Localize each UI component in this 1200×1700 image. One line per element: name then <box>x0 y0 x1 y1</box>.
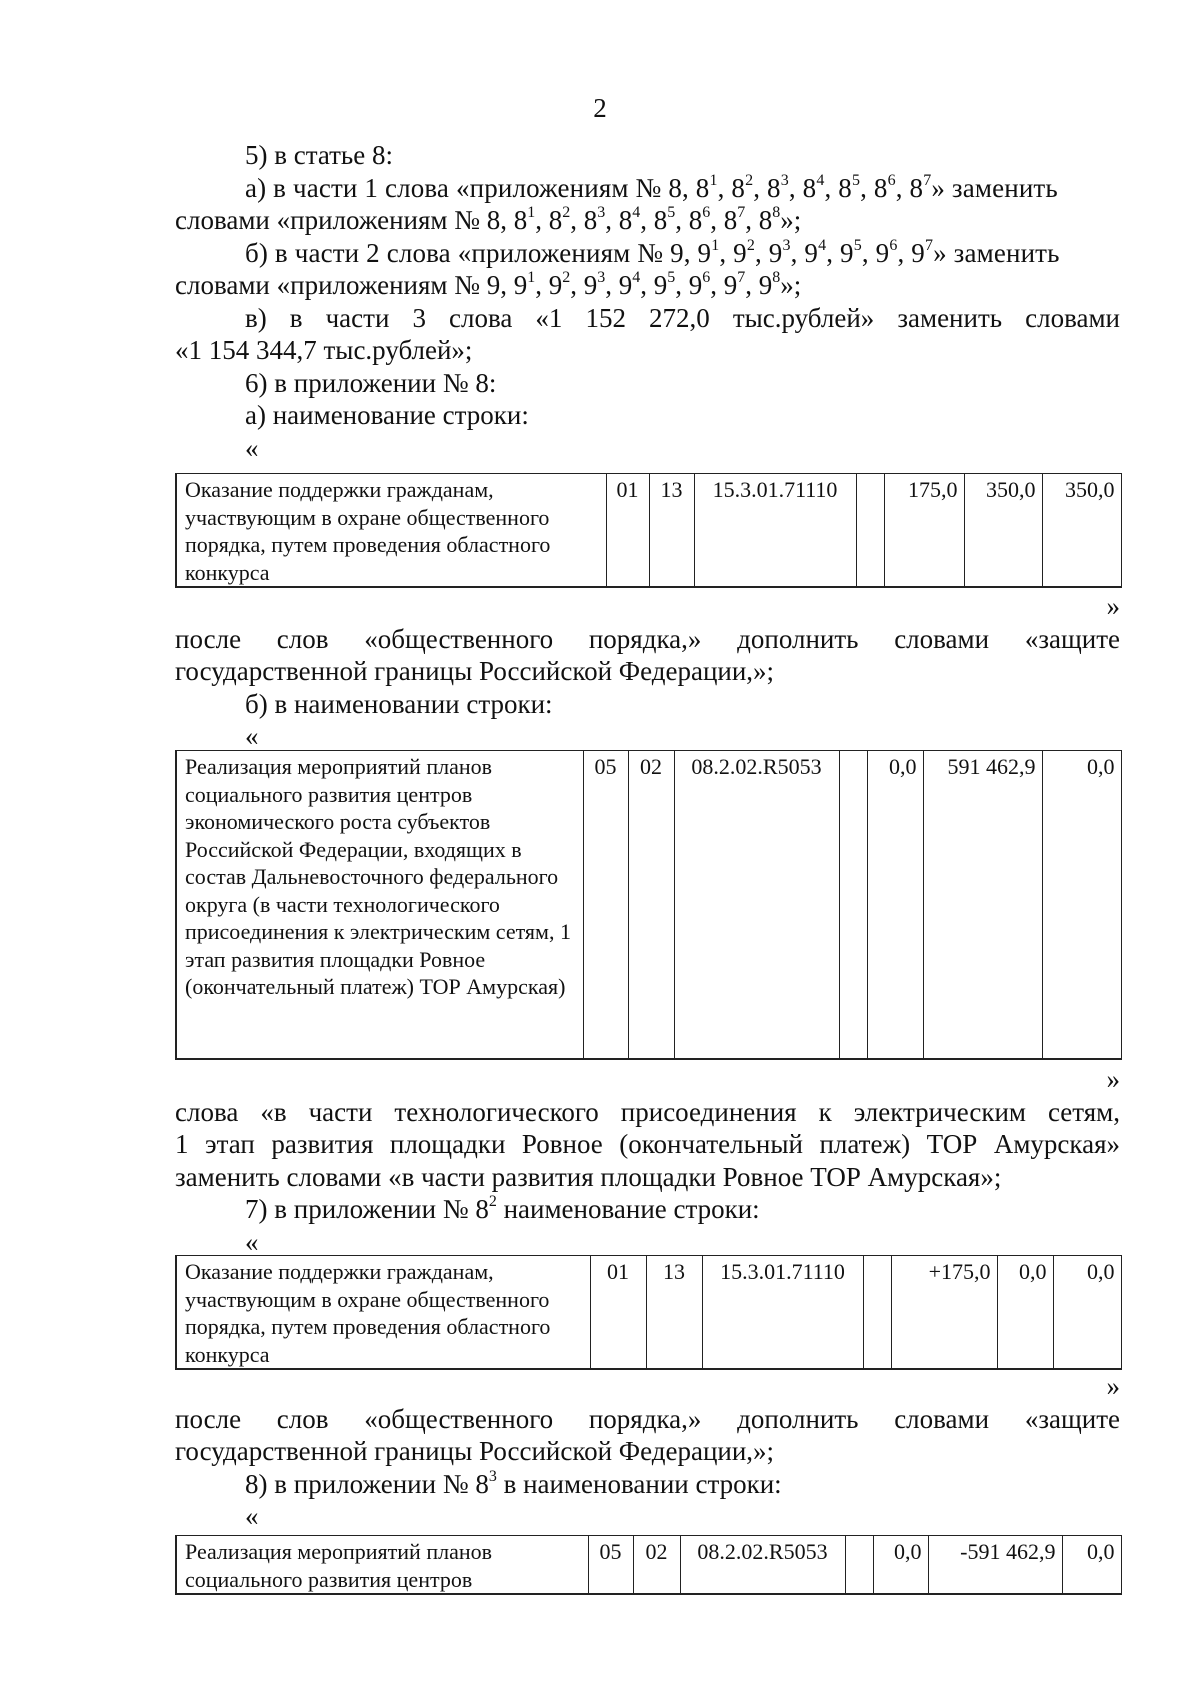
after-table-2 <box>175 1063 1120 1258</box>
table-row <box>176 474 1121 588</box>
cell-value-3: 0,0 <box>1062 1536 1121 1595</box>
cell-target: 15.3.01.71110 <box>694 474 856 588</box>
cell-value-1: 0,0 <box>867 751 923 1059</box>
open-quote: « <box>245 721 259 751</box>
cell-section: 05 <box>588 1536 633 1595</box>
cell-type <box>839 751 867 1059</box>
amend-table-2 <box>175 750 1122 1060</box>
section-5-a-cont: словами «приложениям № 8, $8^1$, $8^2$, $8^3$, $8^4$, $8^5$, $8^6$, $8^7$, $8^8$»; <box>175 204 802 235</box>
open-quote: « <box>245 1501 259 1531</box>
cell-section: 01 <box>590 1256 646 1370</box>
close-quote: » <box>1106 1371 1120 1401</box>
cell-target: 15.3.01.71110 <box>702 1256 863 1370</box>
after-table-2-line3: заменить словами «в части развития площадки Ровное ТОР Амурская»; <box>175 1161 1002 1192</box>
section-6-a-title: а) наименование строки: <box>245 400 529 430</box>
row-name: Реализация мероприятий планов социального развития центров <box>176 1536 588 1595</box>
section-8-title: 8) в приложении № $8^3$ в наименовании строки: <box>245 1467 782 1499</box>
amend-table-1 <box>175 473 1122 588</box>
section-5-title: 5) в статье 8: <box>245 140 393 170</box>
after-table-3 <box>175 1370 1120 1533</box>
cell-type <box>845 1536 873 1595</box>
cell-value-3: 0,0 <box>1053 1256 1121 1370</box>
open-quote: « <box>245 1226 259 1257</box>
cell-value-2: 350,0 <box>964 474 1042 588</box>
cell-subsection: 13 <box>646 1256 702 1370</box>
cell-value-3: 350,0 <box>1042 474 1121 588</box>
row-name: Оказание поддержки гражданам, участвующим в охране общественного порядка, путем проведения областного конкурса <box>176 474 606 588</box>
table-row <box>176 1256 1121 1370</box>
after-table-3-line1: после слов «общественного порядка,» дополнить словами «защите <box>175 1403 1120 1434</box>
after-table-2-line1: слова «в части технологического присоединения к электрическим сетям, <box>175 1096 1120 1127</box>
cell-value-3: 0,0 <box>1042 751 1121 1059</box>
table-row <box>176 1536 1121 1595</box>
amend-table-4 <box>175 1535 1122 1595</box>
section-5 <box>175 139 1120 464</box>
after-table-3-line2: государственной границы Российской Федерации,»; <box>175 1436 775 1466</box>
cell-value-2: 591 462,9 <box>923 751 1042 1059</box>
open-quote: « <box>245 432 259 463</box>
section-5-c: в) в части 3 слова «1 152 272,0 тыс.рублей» заменить словами <box>245 302 1120 333</box>
section-5-c-cont: «1 154 344,7 тыс.рублей»; <box>175 335 473 365</box>
close-quote: » <box>1106 591 1120 621</box>
cell-value-1: 0,0 <box>873 1536 928 1595</box>
cell-value-1: +175,0 <box>891 1256 997 1370</box>
cell-subsection: 13 <box>649 474 694 588</box>
table-row <box>176 751 1121 1059</box>
section-7-title: 7) в приложении № $8^2$ наименование строки: <box>245 1193 760 1224</box>
section-5-a: а) в части 1 слова «приложениям № 8, $8^1$, $8^2$, $8^3$, $8^4$, $8^5$, $8^6$, $8^7$» заменить <box>245 171 1058 203</box>
row-name: Оказание поддержки гражданам, участвующим в охране общественного порядка, путем проведения областного конкурса <box>176 1256 590 1370</box>
after-table-1-line2: государственной границы Российской Федерации,»; <box>175 656 775 686</box>
section-5-b-cont: словами «приложениям № 9, $9^1$, $9^2$, $9^3$, $9^4$, $9^5$, $9^6$, $9^7$, $9^8$»; <box>175 269 802 300</box>
cell-value-2: 0,0 <box>997 1256 1053 1370</box>
cell-section: 01 <box>606 474 649 588</box>
after-table-1 <box>175 590 1120 753</box>
section-6-b-title: б) в наименовании строки: <box>245 688 553 719</box>
section-6-title: 6) в приложении № 8: <box>245 367 497 398</box>
cell-value-2: -591 462,9 <box>928 1536 1062 1595</box>
cell-type <box>856 474 884 588</box>
row-name: Реализация мероприятий планов социального развития центров экономического роста субъектов Российской Федерации, входящих в состав Дальневосточного федерального округа (в части технологического присоединения к электрическим сетям, 1 этап развития площадки Ровное (окончательный платеж) ТОР Амурская) <box>176 751 583 1059</box>
page-number: 2 <box>593 93 607 123</box>
cell-subsection: 02 <box>628 751 674 1059</box>
cell-target: 08.2.02.R5053 <box>674 751 839 1059</box>
section-5-b: б) в части 2 слова «приложениям № 9, $9^1$, $9^2$, $9^3$, $9^4$, $9^5$, $9^6$, $9^7$» заменить <box>245 236 1060 268</box>
cell-section: 05 <box>583 751 628 1059</box>
amend-table-3 <box>175 1255 1122 1370</box>
cell-subsection: 02 <box>633 1536 680 1595</box>
after-table-1-line1: после слов «общественного порядка,» дополнить словами «защите <box>175 623 1120 654</box>
cell-value-1: 175,0 <box>884 474 964 588</box>
cell-target: 08.2.02.R5053 <box>680 1536 845 1595</box>
close-quote: » <box>1106 1064 1120 1094</box>
cell-type <box>863 1256 891 1370</box>
after-table-2-line2: 1 этап развития площадки Ровное (окончательный платеж) ТОР Амурская» <box>175 1129 1120 1159</box>
